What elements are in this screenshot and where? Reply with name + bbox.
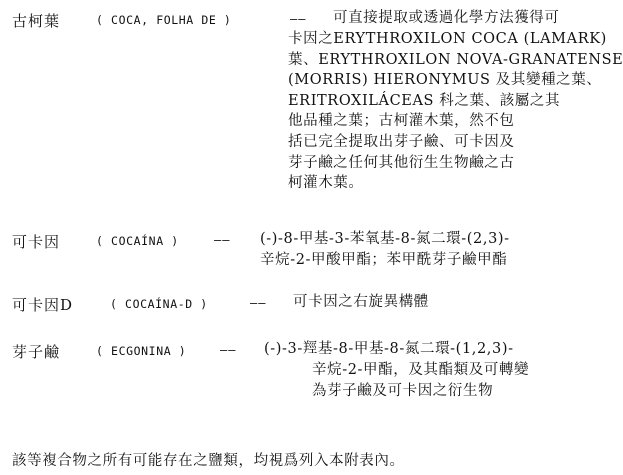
entry-definition-ecgonine-head <box>264 339 514 360</box>
entry-dash: —— <box>250 296 267 310</box>
definition-line: 柯灌木葉。 <box>288 175 364 192</box>
entry-term-cocaine-d: 可卡因D <box>12 296 74 314</box>
footer-note: 該等複合物之所有可能存在之鹽類，均視爲列入本附表內。 <box>12 453 405 469</box>
entry-term-coca-leaf: 古柯葉 <box>12 12 61 30</box>
entry-latin-cocaine-d: ( COCAÍNA-D ) <box>110 297 208 311</box>
entry-dash: —— <box>220 343 237 357</box>
definition-line: 括已完全提取出芽子鹼、可卡因及 <box>288 133 515 150</box>
entry-term-cocaine: 可卡因 <box>12 233 61 251</box>
entry-latin-cocaine: ( COCAÍNA ) <box>96 234 179 248</box>
definition-line: 辛烷-2-甲酸甲酯；苯甲酰芽子鹼甲酯 <box>260 251 508 268</box>
definition-line: (-)-3-羥基-8-甲基-8-氮二環-(1,2,3)- <box>264 341 514 357</box>
definition-line: 為芽子鹼及可卡因之衍生物 <box>312 382 494 399</box>
entry-definition-cocaine <box>260 229 510 270</box>
entry-dash: —— <box>290 12 307 26</box>
entry-definition-ecgonine <box>312 360 529 401</box>
definition-line: 他品種之葉；古柯灌木葉，然不包 <box>288 113 515 130</box>
definition-line: ERITROXILÁCEAS 科之葉、該屬之其 <box>288 92 561 109</box>
definition-line: 可直接提取或透過化學方法獲得可 <box>333 10 560 26</box>
entry-definition-coca-leaf <box>288 29 623 194</box>
definition-line: (MORRIS) HIERONYMUS 及其變種之葉、 <box>288 72 602 89</box>
definition-line: 芽子鹼之任何其他衍生生物鹼之古 <box>288 154 515 171</box>
entry-definition-cocaine-d <box>293 292 429 313</box>
entry-term-ecgonine: 芽子鹼 <box>12 343 61 361</box>
entry-dash: —— <box>214 233 231 247</box>
definition-line: 辛烷-2-甲酯，及其酯類及可轉變 <box>312 362 530 378</box>
definition-line: 可卡因之右旋異構體 <box>293 294 429 310</box>
definition-line: 卡因之ERYTHROXILON COCA (LAMARK) <box>288 31 607 47</box>
entry-latin-ecgonine: ( ECGONINA ) <box>96 344 187 358</box>
entry-definition-coca-leaf-head <box>333 8 560 29</box>
definition-line: (-)-8-甲基-3-苯氧基-8-氮二環-(2,3)- <box>260 231 510 247</box>
entry-latin-coca-leaf: ( COCA, FOLHA DE ) <box>96 13 232 27</box>
definition-line: 葉、ERYTHROXILON NOVA-GRANATENSE <box>288 51 623 68</box>
